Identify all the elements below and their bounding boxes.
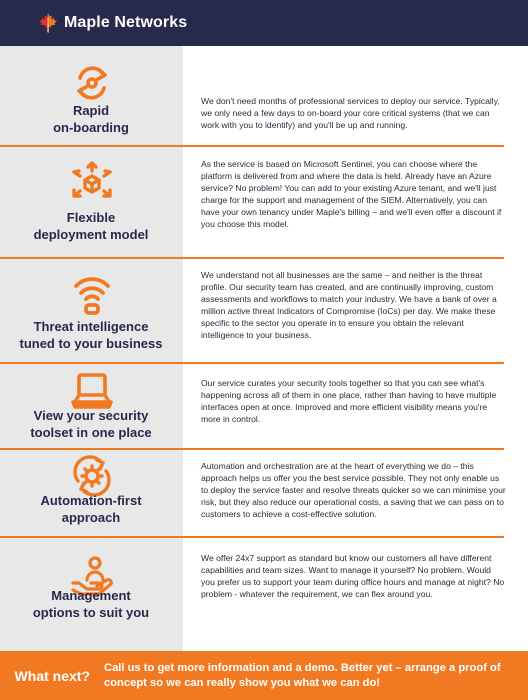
wifi-signal-icon: [69, 272, 115, 318]
divider: [0, 362, 504, 364]
divider: [0, 536, 504, 538]
feature-flexible-deployment: [0, 148, 528, 260]
feature-title: Rapid on-boarding: [53, 103, 129, 135]
feature-body: Our service curates your security tools together so that you can see what's happening across all of them in one place, rather than having to have multiple interfaces open at once. Improved and more efficient visibility means you're more in control.: [201, 378, 497, 425]
feature-body: We understand not all businesses are the same – and neither is the threat profile. Our security team has created, and are continually improving, custom assessments and workflows to match your industry. We have a bank of over a million active threat Indicators of Compromise (IoCs) per day. We make these specific to the sector you operate in to ensure you obtain the relevant intelligence to your business.: [201, 270, 497, 341]
feature-threat-intelligence: [0, 260, 528, 364]
header: [0, 0, 528, 46]
brand-name: Maple Networks: [64, 14, 188, 31]
footer-cta: [0, 651, 528, 700]
feature-title: View your security toolset in one place: [30, 408, 152, 440]
feature-body: As the service is based on Microsoft Sentinel, you can choose where the platform is delivered from and where the data is held. Already have an Azure service? No problem! You can add to your existing Azure tenant, and we'll just charge for the support and management of the SIEM. Alternatively, you can have your own tenancy under Maple's billing – and we'll even offer a discount if you choose this model.: [201, 159, 502, 230]
feature-title: Flexible deployment model: [33, 210, 149, 242]
feature-management-options: [0, 539, 528, 651]
divider: [0, 448, 504, 450]
feature-title: Threat intelligence tuned to your business: [19, 319, 163, 351]
feature-body: Automation and orchestration are at the heart of everything we do – this approach helps us offer you the best service possible. They not only enable us to deploy the service faster and resolve threats quicker so we can minimise your risk, but they also reduce our operational costs, a saving that we can pass on to customers to achieve a cost-effective solution.: [201, 461, 506, 520]
distributed-network-icon: [69, 160, 115, 206]
feature-rapid-onboarding: [0, 54, 528, 146]
footer-text: Call us to get more information and a demo. Better yet – arrange a proof of concept so we can really show you what we can do!: [104, 662, 501, 689]
rotate-arrows-icon: [69, 60, 115, 106]
divider: [0, 257, 504, 259]
feature-title: Management options to suit you: [32, 588, 150, 620]
maple-leaf-icon: [38, 12, 58, 34]
feature-body: We offer 24x7 support as standard but know our customers all have different capabilities and team sizes. Want to manage it yourself? No problem. Would you prefer us to support your team during office hours and manage at night? No problem - whatever the requirement, we can flex around you.: [201, 553, 505, 600]
footer-label: What next?: [14, 667, 90, 684]
feature-title: Automation-first approach: [40, 493, 142, 525]
feature-body: We don't need months of professional services to deploy our service. Typically, we only need a few days to on-board your core critical systems (that we can work with you to identify) and you'll be up and running.: [201, 96, 500, 131]
feature-security-toolset: [0, 365, 528, 449]
feature-automation-first: [0, 451, 528, 537]
divider: [0, 145, 504, 147]
